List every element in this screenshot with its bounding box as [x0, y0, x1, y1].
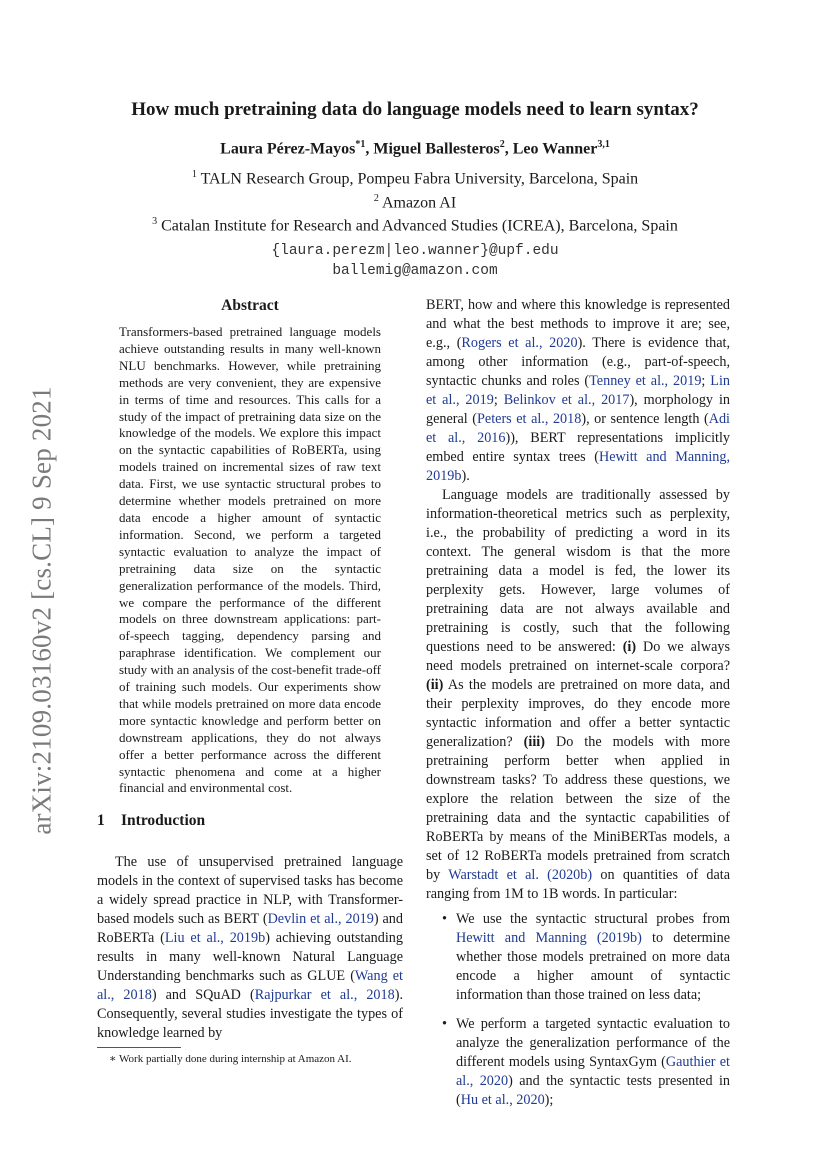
author-list: Laura Pérez-Mayos$^{*1}$, Miguel Ballesteros$^2$, Leo Wanner$^{3,1}$ — [220, 139, 610, 158]
citation-link[interactable]: Hewitt and Manning, 2019b — [426, 449, 730, 484]
citation-link[interactable]: Liu et al., 2019b — [164, 930, 266, 947]
author-mark: 2 — [499, 139, 505, 150]
bullet-icon: • — [442, 1016, 447, 1032]
footnote-divider — [97, 1047, 181, 1048]
right-column — [426, 296, 730, 1120]
intro-paragraph: The use of unsupervised pretrained language models in the context of supervised tasks has become a widely spread practice in NLP, with Transformer-based models such as BERT (Devlin et al., 2019) and RoBERTa (Liu et al., 2019b) achieving outstanding results in many well-known Natural Language Understanding benchmarks such as GLUE (Wang et al., 2018) and SQuAD (Rajpurkar et al., 2018). Consequently, several studies investigate the types of knowledge learned by — [97, 854, 403, 1042]
affiliation — [60, 189, 770, 212]
citation-link[interactable]: Wang et al., 2018 — [97, 968, 403, 1004]
affiliation-mark: 3 — [152, 215, 158, 227]
bullet-icon: • — [442, 911, 447, 927]
email-address[interactable]: {laura.perezm|leo.wanner}@upf.edu — [271, 243, 559, 260]
arxiv-stamp — [12, 375, 72, 845]
citation-link[interactable]: Devlin et al., 2019 — [267, 911, 374, 928]
question-marker: (iii) — [523, 734, 545, 750]
citation-link[interactable]: Gauthier et al., 2020 — [456, 1054, 730, 1089]
citation-link[interactable]: Peters et al., 2018 — [477, 411, 582, 427]
affiliation-mark: 1 — [191, 169, 197, 181]
affiliation-mark: 2 — [373, 192, 379, 204]
list-item: • We perform a targeted syntactic evaluation to analyze the generalization performance of the different models using SyntaxGym (Gauthier et al., 2020) and the syntactic tests presented in (Hu et al., 2020); — [442, 1016, 730, 1108]
citation-link[interactable]: Lin et al., 2019 — [426, 373, 730, 408]
author-name: Leo Wanner — [512, 140, 598, 158]
paper-header — [60, 98, 770, 281]
question-marker: (i) — [622, 639, 637, 655]
question-marker: (ii) — [426, 677, 444, 693]
body-paragraph: Language models are traditionally assessed by information-theoretical metrics such as perplexity, i.e., the probability of predicting a word in its context. The general wisdom is that the more pretraining data a model is fed, the lower its perplexity gets. However, large volumes of pretraining data are not always available and pretraining is costly, such that the following questions need to be answered: (i) Do we always need models pretrained on internet-scale corpora? (ii) As the models are pretrained on more data, and their perplexity improves, do they encode more syntactic information and offer a better syntactic generalization? (iii) Do the models with more pretraining perform better when applied in downstream tasks? To address these questions, we explore the relation between the size of the pretraining data and the syntactic capabilities of RoBERTa by means of the MiniBERTas models, a set of 12 RoBERTa models pretrained from scratch by Warstadt et al. (2020b) on quantities of data ranging from 1M to 1B words. In particular: — [426, 487, 730, 902]
author-name: Miguel Ballesteros — [373, 140, 500, 158]
author-mark: *1 — [355, 139, 366, 150]
footnote: ∗ Work partially done during internship at Amazon AI. — [109, 1053, 352, 1066]
section-heading — [97, 811, 403, 831]
citation-link[interactable]: Rogers et al., 2020 — [461, 335, 578, 351]
section-number: 1 — [97, 812, 105, 830]
contribution-list — [426, 910, 730, 1110]
citation-link[interactable]: Tenney et al., 2019 — [589, 373, 702, 389]
abstract-text: Transformers-based pretrained language models achieve outstanding results in many well-known NLU benchmarks. However, while pretraining methods are very convenient, they are expensive in terms of time and resources. This calls for a study of the impact of pretraining data size on the knowledge of the models. We explore this impact on the syntactic capabilities of RoBERTa, using models trained on incremental sizes of raw text data. First, we use syntactic structural probes to determine whether models pretrained on more data encode a higher amount of syntactic information. Second, we perform a targeted syntactic evaluation to analyze the impact of pretraining data size on the syntactic generalization performance of the models. Third, we compare the performance of the different models on three downstream applications: part-of-speech tagging, dependency parsing and paraphrase identification. We complement our study with an analysis of the cost-benefit trade-off of training such models. Our experiments show that while models pretrained on more data encode more syntactic knowledge and perform better on downstream applications, they do not always offer a better performance across the different syntactic phenomena and come at a higher financial and environmental cost. — [119, 324, 381, 796]
list-item: • We use the syntactic structural probes from Hewitt and Manning (2019b) to determine whether those models pretrained on more data encode a higher amount of syntactic information than those trained on less data; — [442, 911, 730, 1003]
section-title: Introduction — [121, 812, 206, 830]
affiliation-text: Catalan Institute for Research and Advanced Studies (ICREA), Barcelona, Spain — [161, 217, 678, 235]
citation-link[interactable]: Warstadt et al. (2020b) — [448, 867, 593, 883]
affiliation-text: TALN Research Group, Pompeu Fabra University, Barcelona, Spain — [200, 170, 639, 188]
citation-link[interactable]: Rajpurkar et al., 2018 — [254, 987, 395, 1004]
citation-link[interactable]: Adi et al., 2016 — [426, 411, 730, 446]
abstract-heading: Abstract — [221, 297, 279, 314]
citation-link[interactable]: Hewitt and Manning (2019b) — [456, 930, 642, 946]
author-name: Laura Pérez-Mayos — [220, 140, 356, 158]
left-column — [97, 296, 403, 1066]
citation-link[interactable]: Hu et al., 2020 — [460, 1092, 545, 1108]
author-mark: 3,1 — [597, 139, 610, 150]
affiliation-text: Amazon AI — [381, 193, 457, 211]
paper-title: How much pretraining data do language models need to learn syntax? — [131, 99, 699, 120]
email-address[interactable]: ballemig@amazon.com — [332, 263, 498, 280]
arxiv-stamp-text: arXiv:2109.03160v2 [cs.CL] 9 Sep 2021 — [26, 385, 57, 835]
citation-link[interactable]: Belinkov et al., 2017 — [503, 392, 630, 408]
affiliation — [60, 165, 770, 188]
affiliation — [60, 212, 770, 235]
body-paragraph: BERT, how and where this knowledge is represented and what the best methods to improve it are; see, e.g., (Rogers et al., 2020). There is evidence that, among other information (e.g., part-of-speech, syntactic chunks and roles (Tenney et al., 2019; Lin et al., 2019; Belinkov et al., 2017), morphology in general (Peters et al., 2018), or sentence length (Adi et al., 2016)), BERT representations implicitly embed entire syntax trees (Hewitt and Manning, 2019b). — [426, 297, 731, 484]
